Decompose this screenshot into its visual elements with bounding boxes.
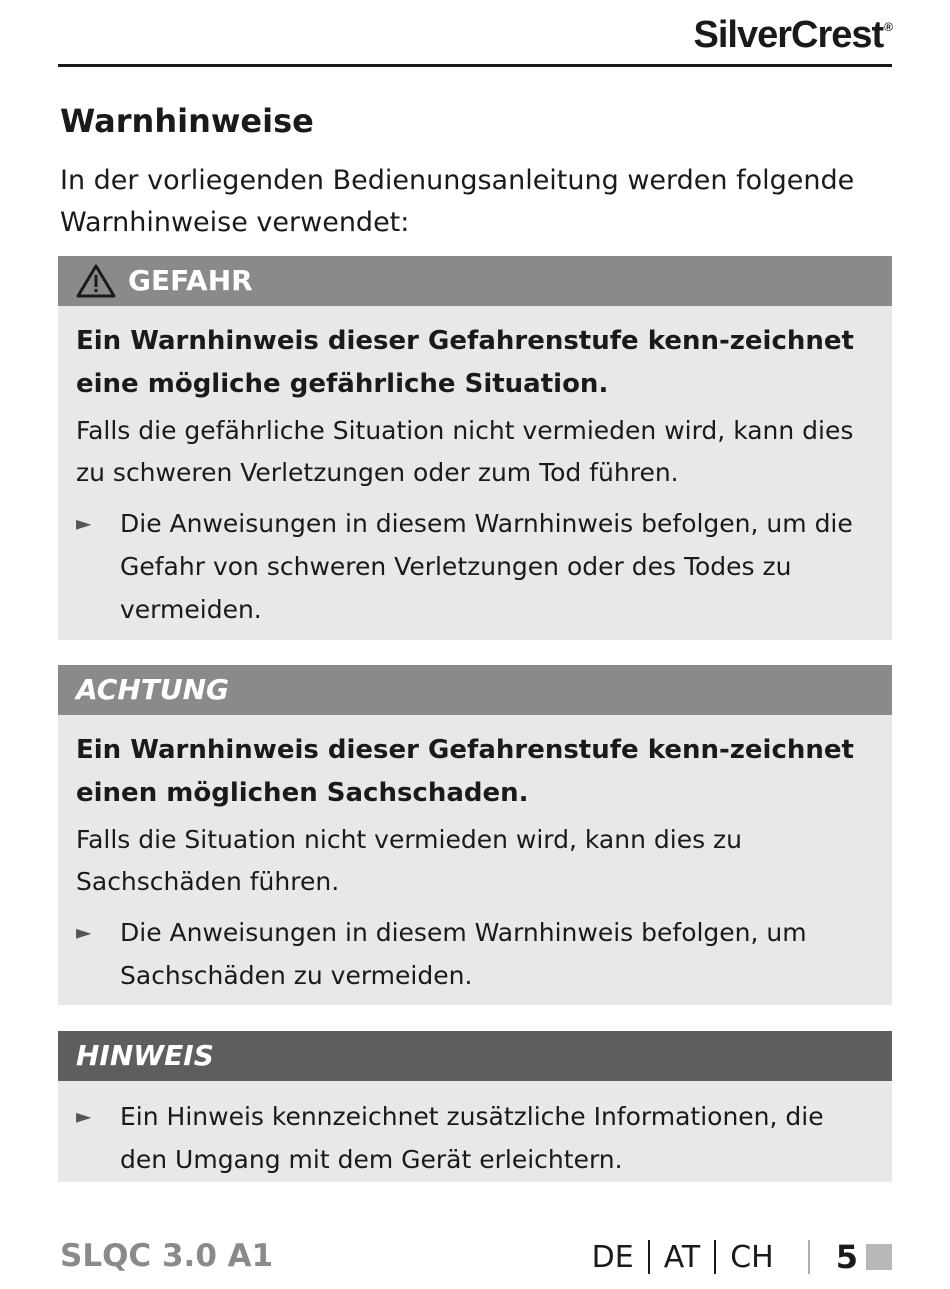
caution-label: ACHTUNG xyxy=(76,673,230,706)
danger-consequence: Falls die gefährliche Situation nicht vermieden wird, kann dies zu schweren Verletzungen oder zum Tod führen. xyxy=(76,416,854,487)
page-number: 5 xyxy=(835,1238,858,1276)
page-marker xyxy=(866,1244,892,1270)
warning-triangle-icon xyxy=(76,264,116,298)
divider xyxy=(648,1240,650,1274)
caution-definition: Ein Warnhinweis dieser Gefahrenstufe kenn-zeichnet einen möglichen Sachschaden. xyxy=(76,735,854,808)
note-label: HINWEIS xyxy=(76,1039,214,1072)
country-code: CH xyxy=(730,1239,774,1275)
triangle-right-icon: ► xyxy=(76,920,92,944)
caution-header xyxy=(58,665,892,715)
header-divider xyxy=(58,64,892,67)
danger-instruction: Die Anweisungen in diesem Warnhinweis befolgen, um die Gefahr von schweren Verletzungen oder des Todes zu vermeiden. xyxy=(120,509,853,624)
note-header xyxy=(58,1031,892,1081)
list-item xyxy=(76,911,874,997)
country-code: AT xyxy=(663,1239,701,1275)
danger-header xyxy=(58,256,892,306)
triangle-right-icon: ► xyxy=(76,1104,92,1128)
danger-box xyxy=(58,256,892,640)
note-text: Ein Hinweis kennzeichnet zusätzliche Informationen, die den Umgang mit dem Gerät erleichtern. xyxy=(120,1102,824,1174)
divider xyxy=(808,1240,810,1274)
note-box xyxy=(58,1031,892,1182)
caution-box xyxy=(58,665,892,1005)
brand-logo: SilverCrest® xyxy=(693,14,892,56)
country-code: DE xyxy=(591,1239,634,1275)
divider xyxy=(714,1240,716,1274)
caution-instruction: Die Anweisungen in diesem Warnhinweis befolgen, um Sachschäden zu vermeiden. xyxy=(120,918,807,990)
triangle-right-icon: ► xyxy=(76,511,92,535)
danger-definition: Ein Warnhinweis dieser Gefahrenstufe kenn-zeichnet eine mögliche gefährliche Situation. xyxy=(76,326,854,399)
caution-consequence: Falls die Situation nicht vermieden wird, kann dies zu Sachschäden führen. xyxy=(76,825,743,896)
section-title: Warnhinweise xyxy=(60,102,314,140)
danger-label: GEFAHR xyxy=(128,264,253,297)
list-item xyxy=(76,502,874,631)
intro-paragraph: In der vorliegenden Bedienungsanleitung werden folgende Warnhinweise verwendet: xyxy=(60,165,855,238)
page-footer xyxy=(592,1238,892,1276)
list-item xyxy=(76,1095,874,1181)
model-number: SLQC 3.0 A1 xyxy=(60,1238,274,1274)
